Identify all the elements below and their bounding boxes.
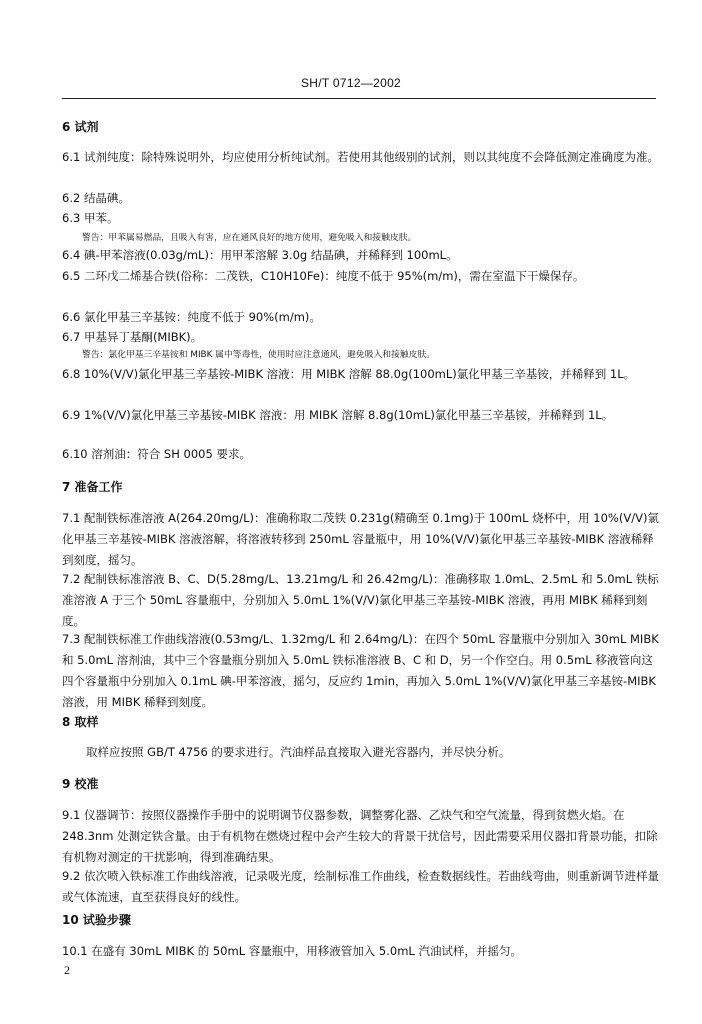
- section-9-title: 9 校准: [62, 777, 99, 791]
- page-number: 2: [64, 963, 70, 977]
- clause-6-4: 6.4 碘-甲苯溶液(0.03g/mL)：用甲苯溶解 3.0g 结晶碘，并稀释到 100mL。: [62, 248, 458, 262]
- clause-6-5: 6.5 二环戊二烯基合铁(俗称：二茂铁，C10H10Fe)：纯度不低于 95%(m/m)，需在室温下干燥保存。: [62, 269, 585, 283]
- section-10-title: 10 试验步骤: [62, 913, 131, 927]
- clause-6-10: 6.10 溶剂油：符合 SH 0005 要求。: [62, 447, 251, 461]
- clause-7-3: 7.3 配制铁标准工作曲线溶液(0.53mg/L、1.32mg/L 和 2.64mg/L)：在四个 50mL 容量瓶中分别加入 30mL MIBK 和 5.0mL 溶剂油，其中三个容量瓶分别加入 5.0mL 铁标准溶液 B、C 和 D，另一个作空白。用 0.5mL 移液管向这四个容量瓶中分别加入 0.1mL 碘-甲苯溶液，摇匀，反应约 1min，再加入 5.0mL 1%(V/V)氯化甲基三辛基铵-MIBK 溶液，用 MIBK 稀释到刻度。: [62, 632, 659, 709]
- sampling-paragraph: 取样应按照 GB/T 4756 的要求进行。汽油样品直接取入避光容器内，并尽快分析。: [86, 745, 511, 759]
- section-6-title: 6 试剂: [62, 120, 99, 134]
- page-header: SH/T 0712—2002: [300, 76, 402, 90]
- clause-6-2: 6.2 结晶碘。: [62, 191, 130, 205]
- clause-6-8: 6.8 10%(V/V)氯化甲基三辛基铵-MIBK 溶液：用 MIBK 溶解 88.0g(100mL)氯化甲基三辛基铵，并稀释到 1L。: [62, 367, 636, 381]
- clause-6-7: 6.7 甲基异丁基酮(MIBK)。: [62, 330, 203, 344]
- section-7-title: 7 准备工作: [62, 480, 123, 494]
- clause-7-1: 7.1 配制铁标准溶液 A(264.20mg/L)：准确称取二茂铁 0.231g(精确至 0.1mg)于 100mL 烧杯中，用 10%(V/V)氯化甲基三辛基铵-MIBK 溶液溶解，将溶液转移到 250mL 容量瓶中，用 10%(V/V)氯化甲基三辛基铵-MIBK 溶液稀释到刻度，摇匀。: [62, 511, 659, 567]
- warning-6-7: 警告：氯化甲基三辛基铵和 MIBK 属中等毒性，使用时应注意通风，避免吸入和接触皮肤。: [82, 350, 436, 360]
- clause-9-1: 9.1 仪器调节：按照仪器操作手册中的说明调节仪器参数，调整雾化器、乙炔气和空气流量，得到贫燃火焰。在 248.3nm 处测定铁含量。由于有机物在燃烧过程中会产生较大的背景干扰信号，因此需要采用仪器扣背景功能，扣除有机物对测定的干扰影响，得到准确结果。: [62, 808, 658, 864]
- clause-6-3: 6.3 甲苯。: [62, 211, 119, 225]
- warning-6-3: 警告：甲苯属易燃品，且吸入有害，应在通风良好的地方使用，避免吸入和接触皮肤。: [82, 233, 417, 243]
- clause-7-2: 7.2 配制铁标准溶液 B、C、D(5.28mg/L、13.21mg/L 和 26.42mg/L)：准确移取 1.0mL、2.5mL 和 5.0mL 铁标准溶液 A 于三个 50mL 容量瓶中，分别加入 5.0mL 1%(V/V)氯化甲基三辛基铵-MIBK 溶液，再用 MIBK 稀释到刻度。: [62, 572, 659, 628]
- clause-6-9: 6.9 1%(V/V)氯化甲基三辛基铵-MIBK 溶液：用 MIBK 溶解 8.8g(10mL)氯化甲基三辛基铵，并稀释到 1L。: [62, 408, 614, 422]
- clause-6-1: 6.1 试剂纯度：除特殊说明外，均应使用分析纯试剂。若使用其他级别的试剂，则以其纯度不会降低测定准确度为准。: [62, 150, 659, 164]
- clause-6-6: 6.6 氯化甲基三辛基铵：纯度不低于 90%(m/m)。: [62, 310, 321, 324]
- section-8-title: 8 取样: [62, 715, 99, 729]
- clause-10-1: 10.1 在盛有 30mL MIBK 的 50mL 容量瓶中，用移液管加入 5.0mL 汽油试样，并摇匀。: [62, 944, 522, 958]
- clause-9-2: 9.2 依次喷入铁标准工作曲线溶液，记录吸光度，绘制标准工作曲线，检查数据线性。若曲线弯曲，则重新调节进样量或气体流速，直至获得良好的线性。: [62, 869, 659, 904]
- header-rule: [62, 98, 656, 99]
